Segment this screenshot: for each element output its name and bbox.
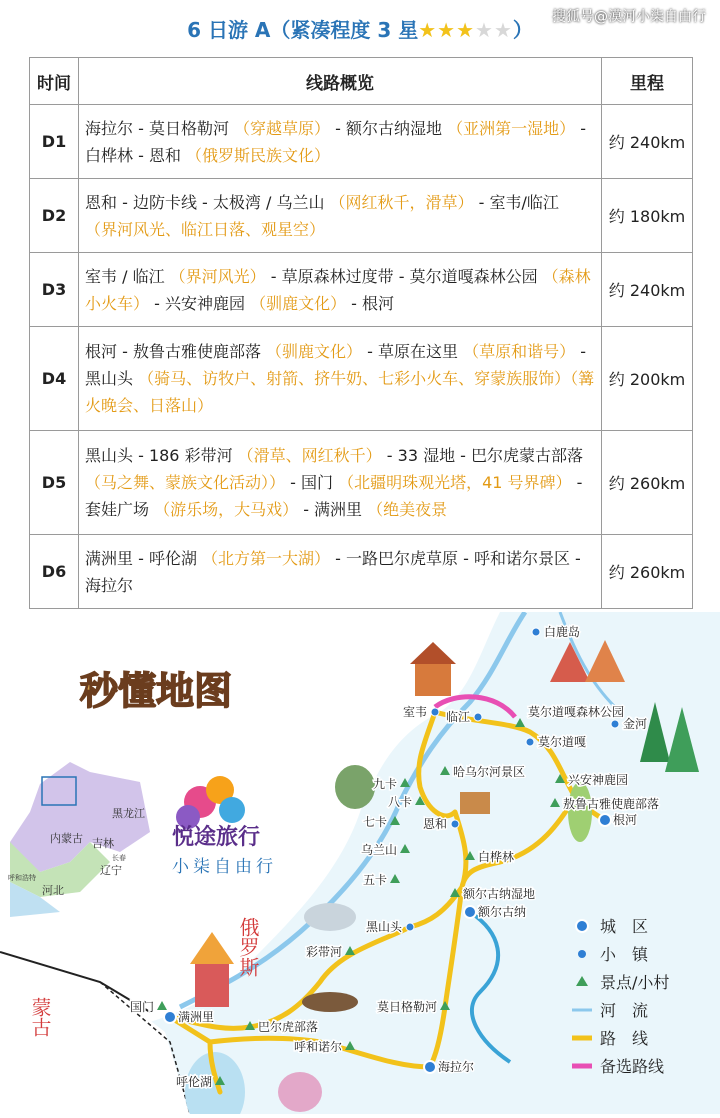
route-highlight: （游乐场，大马戏）	[154, 500, 299, 519]
route-highlight: （骑马、访牧户、射箭、挤牛奶、七彩小火车、穿蒙族服饰）	[138, 369, 571, 388]
matryoshka-castle-icon	[195, 962, 229, 1007]
route-stop: - 一路巴尔虎草原 - 呼和诺尔景区 - 海拉尔	[85, 548, 581, 595]
legend-label: 景点/小村	[600, 973, 670, 992]
brand-name: 悦途旅行	[172, 825, 261, 850]
day-cell: D3	[30, 253, 79, 327]
route-stop: - 根河	[346, 293, 395, 313]
legend-label: 备选路线	[600, 1057, 665, 1076]
distance-cell: 约 260km	[602, 535, 693, 609]
place-label: 呼和诺尔	[293, 1040, 342, 1054]
distance-cell: 约 200km	[602, 327, 693, 431]
place-label: 莫尔道嘎	[538, 735, 587, 749]
place-marker	[599, 814, 611, 826]
route-highlight: （亚洲第一湿地）	[447, 118, 576, 138]
place-label: 彩带河	[305, 945, 342, 959]
route-stop: 黑山头 - 186 彩带河	[85, 446, 238, 465]
place-marker	[611, 720, 619, 728]
inset-province-label: 黑龙江	[112, 807, 145, 820]
place-label: 呼伦湖	[175, 1075, 212, 1089]
label-mongolia: 蒙古	[28, 997, 52, 1037]
route-stop: - 白桦林 - 恩和	[85, 118, 586, 165]
table-row	[30, 179, 693, 253]
place-label: 五卡	[362, 873, 387, 887]
place-label: 乌兰山	[360, 843, 397, 857]
route-cell	[79, 179, 602, 253]
distance-cell: 约 260km	[602, 431, 693, 535]
watermark: 搜狐号@漠河小柒自由行	[552, 9, 706, 25]
place-label: 临江	[445, 710, 470, 724]
place-label: 海拉尔	[438, 1060, 475, 1074]
route-stop: - 国门	[285, 473, 339, 492]
day-cell: D5	[30, 431, 79, 535]
route-highlight: （驯鹿文化）	[266, 342, 363, 361]
table-row	[30, 327, 693, 431]
table-header-row	[30, 58, 693, 105]
table-row	[30, 535, 693, 609]
place-label: 额尔古纳湿地	[463, 887, 536, 901]
place-marker	[474, 713, 482, 721]
place-label: 室韦	[402, 705, 427, 719]
legend-symbol	[578, 950, 586, 958]
route-stop: - 兴安神鹿园	[149, 293, 251, 313]
route-stop: 海拉尔 - 莫日格勒河	[85, 118, 235, 138]
cabin-icon	[460, 792, 490, 814]
place-label: 黑山头	[365, 920, 402, 934]
table-row	[30, 431, 693, 535]
place-label: 莫尔道嘎森林公园	[528, 705, 625, 719]
distance-cell: 约 240km	[602, 105, 693, 179]
house-icon	[415, 662, 451, 696]
route-cell	[79, 327, 602, 431]
route-highlight: （森林小火车）	[85, 266, 591, 313]
legend-label: 城 区	[600, 917, 649, 936]
route-cell	[79, 431, 602, 535]
place-label: 巴尔虎部落	[258, 1020, 319, 1034]
legend-label: 路 线	[600, 1029, 649, 1048]
place-label: 敖鲁古雅使鹿部落	[563, 797, 660, 811]
route-highlight: （北疆明珠观光塔，41 号界碑）	[338, 473, 572, 492]
route-cell	[79, 535, 602, 609]
route-highlight: （滑草、网红秋千）	[237, 446, 382, 465]
table-row	[30, 253, 693, 327]
rating-stars-empty: ★★	[475, 18, 513, 42]
inset-province-label: 长春	[112, 854, 126, 862]
table-body	[30, 105, 693, 609]
day-cell: D1	[30, 105, 79, 179]
inset-province-label: 吉林	[92, 837, 114, 850]
place-marker	[431, 708, 439, 716]
header-time: 时间	[30, 58, 79, 105]
header-distance: 里程	[602, 58, 693, 105]
place-label: 八卡	[387, 795, 412, 809]
route-stop: - 草原森林过度带 - 莫尔道嘎森林公园	[265, 266, 543, 286]
header-route: 线路概览	[79, 58, 602, 105]
place-marker	[451, 820, 459, 828]
place-label: 金河	[623, 717, 648, 731]
route-stop: - 33 湿地 - 巴尔虎蒙古部落	[381, 446, 584, 465]
inset-province-label: 辽宁	[100, 864, 122, 877]
legend-label: 小 镇	[600, 945, 649, 964]
logo-petal-3	[219, 797, 245, 823]
route-stop: - 额尔古纳湿地	[330, 118, 448, 138]
route-highlight: （草原和谐号）	[463, 342, 576, 361]
place-label: 满洲里	[178, 1010, 215, 1024]
brand-sub: 小柒自由行	[172, 857, 277, 877]
route-highlight: （绝美夜景	[367, 500, 448, 519]
title-text: 6 日游 A（紧凑程度 3 星	[187, 18, 419, 42]
legend-symbol	[576, 920, 588, 932]
distance-cell: 约 240km	[602, 253, 693, 327]
place-marker	[164, 1011, 176, 1023]
route-highlight: （界河风光、临江日落、观星空）	[85, 219, 326, 239]
route-stop: 室韦 / 临江	[85, 266, 170, 286]
day-cell: D2	[30, 179, 79, 253]
place-marker	[424, 1061, 436, 1073]
place-label: 根河	[613, 813, 638, 827]
place-label: 白桦林	[478, 850, 515, 864]
swing-hill-icon	[335, 765, 375, 809]
place-label: 莫日格勒河	[376, 1000, 437, 1014]
route-stop: - 满洲里	[298, 500, 368, 519]
distance-cell: 约 180km	[602, 179, 693, 253]
route-highlight: （北方第一大湖）	[202, 548, 331, 568]
birch-icon	[568, 782, 592, 842]
place-label: 白鹿岛	[544, 625, 581, 639]
doll-building-icon	[278, 1072, 322, 1112]
rating-stars-filled: ★★★	[418, 18, 476, 42]
route-stop: 恩和 - 边防卡线 - 太极湾 / 乌兰山	[85, 192, 330, 212]
route-stop: 满洲里 - 呼伦湖	[85, 548, 203, 568]
horses-icon	[302, 992, 358, 1012]
place-marker	[406, 923, 414, 931]
yurt-icon	[304, 903, 356, 931]
route-stop: 根河 - 敖鲁古雅使鹿部落	[85, 342, 267, 361]
place-marker	[526, 738, 534, 746]
day-cell: D4	[30, 327, 79, 431]
route-highlight: （马之舞、蒙族文化活动））	[85, 473, 286, 492]
route-stop: - 室韦/临江	[473, 192, 559, 212]
place-label: 恩和	[422, 817, 447, 831]
day-cell: D6	[30, 535, 79, 609]
route-highlight: （穿越草原）	[234, 118, 331, 138]
place-label: 额尔古纳	[478, 905, 527, 919]
inset-province-label: 河北	[42, 884, 64, 897]
map-title: 秒懂地图	[80, 668, 233, 713]
route-highlight: （网红秋千，滑草）	[329, 192, 474, 212]
itinerary-table	[29, 57, 693, 609]
route-highlight: （篝火晚会、日落山）	[85, 369, 595, 415]
place-label: 七卡	[362, 815, 387, 829]
route-cell	[79, 105, 602, 179]
legend-label: 河 流	[600, 1001, 649, 1020]
label-russia: 俄罗斯	[236, 917, 260, 977]
inset-province-label: 内蒙古	[50, 832, 83, 845]
place-marker	[532, 628, 540, 636]
route-map	[0, 612, 720, 1114]
place-label: 兴安神鹿园	[568, 773, 629, 787]
route-stop: - 草原在这里	[362, 342, 464, 361]
place-label: 国门	[129, 1000, 154, 1014]
place-label: 九卡	[372, 777, 397, 791]
map-svg	[0, 612, 720, 1114]
title-end: ）	[512, 18, 533, 42]
table-row	[30, 105, 693, 179]
place-label: 哈乌尔河景区	[453, 765, 526, 779]
place-marker	[464, 906, 476, 918]
route-stop: - 黑山头	[85, 342, 586, 388]
route-highlight: （俄罗斯民族文化）	[186, 145, 331, 165]
route-highlight: （界河风光）	[169, 266, 266, 286]
inset-province-label: 呼和浩特	[8, 874, 36, 882]
route-cell	[79, 253, 602, 327]
route-stop: - 套娃广场	[85, 473, 583, 519]
route-highlight: （驯鹿文化）	[250, 293, 347, 313]
